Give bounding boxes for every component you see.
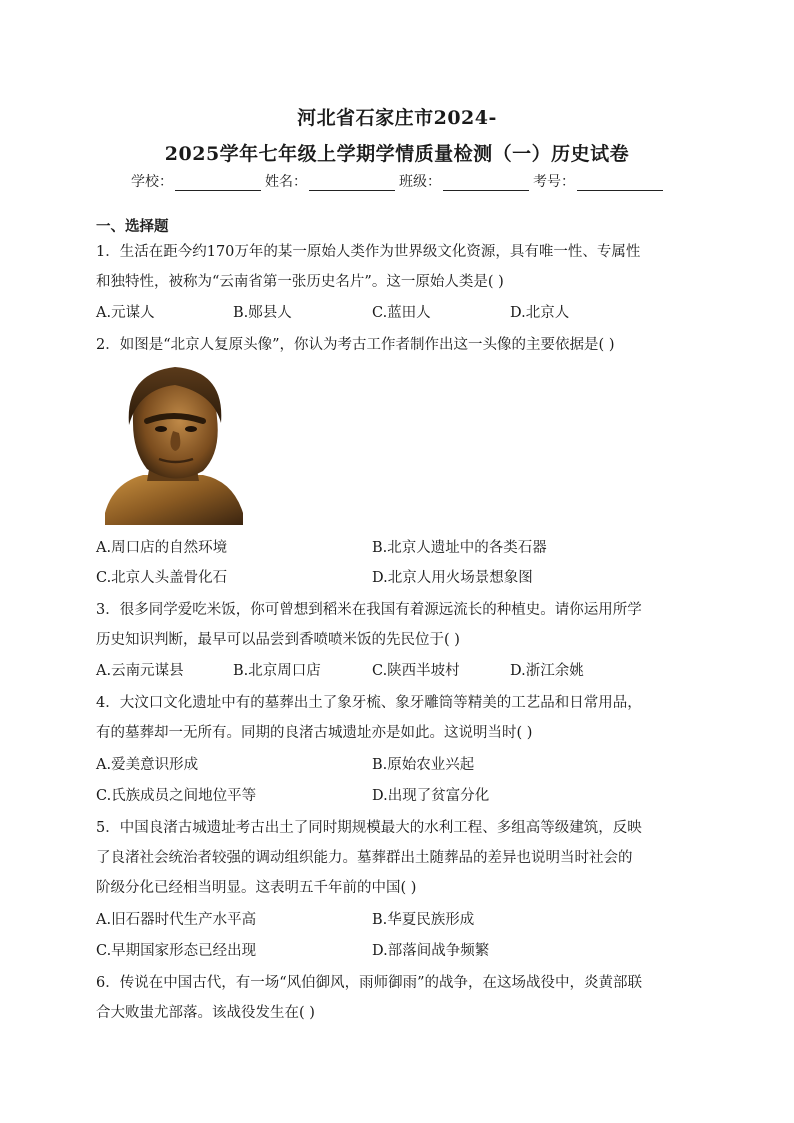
q2-option-d[interactable]: D.北京人用火场景想象图 <box>372 570 533 586</box>
q5-line2: 了良渚社会统治者较强的调动组织能力。墓葬群出土随葬品的差异也说明当时社会的 <box>96 850 633 866</box>
q6-line2: 合大败蚩尤部落。该战役发生在( ) <box>96 1005 315 1021</box>
q3-option-d[interactable]: D.浙江余姚 <box>510 663 584 679</box>
q1-option-b[interactable]: B.郧县人 <box>233 305 292 321</box>
q2-option-c[interactable]: C.北京人头盖骨化石 <box>96 570 228 586</box>
q4-line1: 4．大汶口文化遗址中有的墓葬出土了象牙梳、象牙雕筒等精美的工艺品和日常用品， <box>96 695 642 711</box>
exam-number-field[interactable] <box>533 171 663 191</box>
q5-option-b[interactable]: B.华夏民族形成 <box>372 912 475 928</box>
q1-line2: 和独特性，被称为“云南省第一张历史名片”。这一原始人类是( ) <box>96 274 504 290</box>
name-blank[interactable] <box>309 176 395 191</box>
q2-option-a[interactable]: A.周口店的自然环境 <box>96 540 228 556</box>
exam-title-line2: 2025学年七年级上学期学情质量检测（一）历史试卷 <box>164 143 630 165</box>
q3-option-a[interactable]: A.云南元谋县 <box>96 663 184 679</box>
peking-man-bust-image <box>103 363 245 525</box>
q2-option-b[interactable]: B.北京人遗址中的各类石器 <box>372 540 547 556</box>
q4-option-c[interactable]: C.氏族成员之间地位平等 <box>96 788 257 804</box>
q3-option-b[interactable]: B.北京周口店 <box>233 663 321 679</box>
peking-man-bust-icon <box>103 363 245 525</box>
q3-option-c[interactable]: C.陕西半坡村 <box>372 663 460 679</box>
q1-option-a[interactable]: A.元谋人 <box>96 305 155 321</box>
q1-line1: 1．生活在距今约170万年的某一原始人类作为世界级文化资源，具有唯一性、专属性 <box>96 244 641 260</box>
q4-option-a[interactable]: A.爱美意识形成 <box>96 757 199 773</box>
q5-option-d[interactable]: D.部落间战争频繁 <box>372 943 490 959</box>
q1-option-c[interactable]: C.蓝田人 <box>372 305 431 321</box>
q3-line1: 3．很多同学爱吃米饭，你可曾想到稻米在我国有着源远流长的种植史。请你运用所学 <box>96 602 642 618</box>
school-label: 学校： <box>131 174 173 190</box>
exam-number-blank[interactable] <box>577 176 663 191</box>
school-field[interactable] <box>131 171 261 191</box>
q2-line1: 2．如图是“北京人复原头像”，你认为考古工作者制作出这一头像的主要依据是( ) <box>96 337 615 353</box>
q6-line1: 6．传说在中国古代，有一场“风伯御风，雨师御雨”的战争，在这场战役中，炎黄部联 <box>96 975 643 991</box>
school-blank[interactable] <box>175 176 261 191</box>
q5-line3: 阶级分化已经相当明显。这表明五千年前的中国( ) <box>96 880 417 896</box>
name-field[interactable] <box>265 171 395 191</box>
q3-line2: 历史知识判断，最早可以品尝到香喷喷米饭的先民位于( ) <box>96 632 460 648</box>
q4-option-b[interactable]: B.原始农业兴起 <box>372 757 475 773</box>
class-label: 班级： <box>399 174 441 190</box>
q5-option-c[interactable]: C.早期国家形态已经出现 <box>96 943 257 959</box>
q5-line1: 5．中国良渚古城遗址考古出土了同时期规模最大的水利工程、多组高等级建筑，反映 <box>96 820 642 836</box>
q1-option-d[interactable]: D.北京人 <box>510 305 570 321</box>
section-heading: 一、选择题 <box>96 218 169 235</box>
exam-number-label: 考号： <box>533 174 575 190</box>
class-blank[interactable] <box>443 176 529 191</box>
q5-option-a[interactable]: A.旧石器时代生产水平高 <box>96 912 257 928</box>
q4-option-d[interactable]: D.出现了贫富分化 <box>372 788 490 804</box>
exam-title-line1: 河北省石家庄市2024- <box>297 107 497 129</box>
q4-line2: 有的墓葬却一无所有。同期的良渚古城遗址亦是如此。这说明当时( ) <box>96 725 533 741</box>
name-label: 姓名： <box>265 174 307 190</box>
class-field[interactable] <box>399 171 529 191</box>
student-info-row <box>0 171 794 191</box>
